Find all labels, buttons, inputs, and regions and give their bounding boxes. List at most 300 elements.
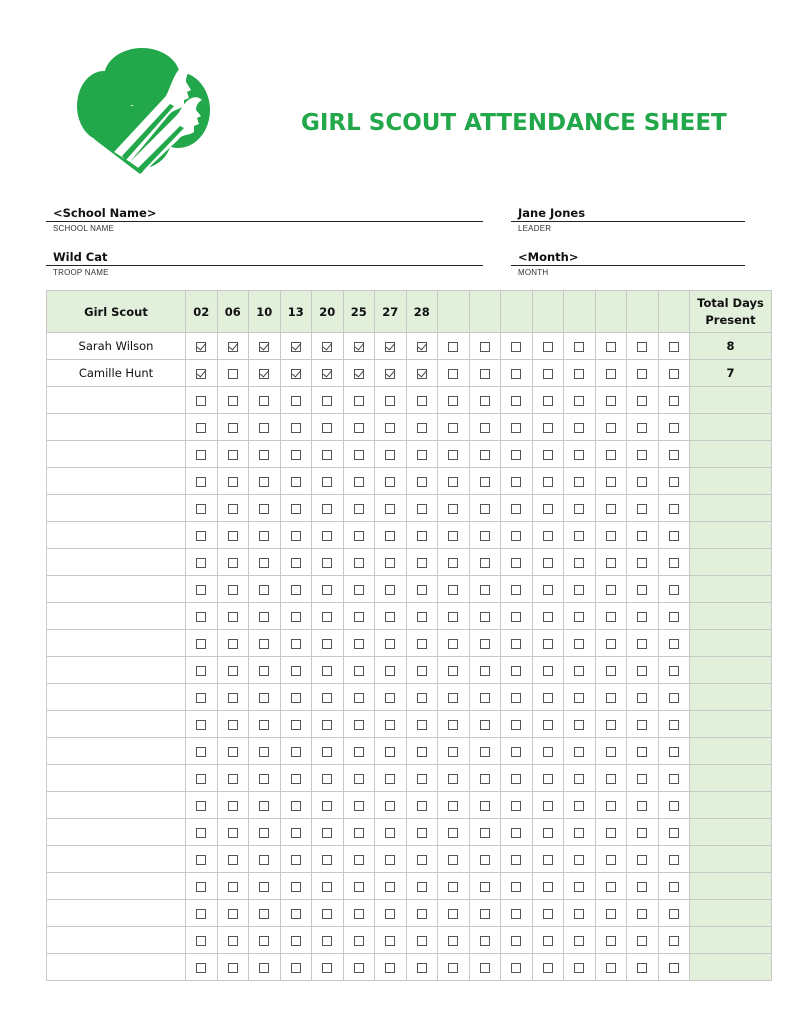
unchecked-checkbox[interactable] [543,693,553,703]
unchecked-checkbox[interactable] [417,477,427,487]
date-header[interactable]: 13 [280,291,312,333]
date-header[interactable]: 10 [249,291,281,333]
scout-name-cell[interactable] [47,819,186,846]
unchecked-checkbox[interactable] [606,909,616,919]
unchecked-checkbox[interactable] [543,369,553,379]
unchecked-checkbox[interactable] [354,504,364,514]
unchecked-checkbox[interactable] [606,504,616,514]
unchecked-checkbox[interactable] [606,936,616,946]
unchecked-checkbox[interactable] [228,504,238,514]
unchecked-checkbox[interactable] [448,504,458,514]
unchecked-checkbox[interactable] [385,828,395,838]
unchecked-checkbox[interactable] [543,774,553,784]
unchecked-checkbox[interactable] [448,963,458,973]
unchecked-checkbox[interactable] [385,396,395,406]
unchecked-checkbox[interactable] [417,747,427,757]
unchecked-checkbox[interactable] [385,531,395,541]
unchecked-checkbox[interactable] [322,963,332,973]
unchecked-checkbox[interactable] [480,342,490,352]
unchecked-checkbox[interactable] [543,909,553,919]
unchecked-checkbox[interactable] [543,801,553,811]
scout-name-cell[interactable] [47,792,186,819]
unchecked-checkbox[interactable] [354,693,364,703]
scout-name-cell[interactable] [47,900,186,927]
unchecked-checkbox[interactable] [637,396,647,406]
unchecked-checkbox[interactable] [354,828,364,838]
unchecked-checkbox[interactable] [417,666,427,676]
unchecked-checkbox[interactable] [543,936,553,946]
unchecked-checkbox[interactable] [291,963,301,973]
unchecked-checkbox[interactable] [637,720,647,730]
unchecked-checkbox[interactable] [259,558,269,568]
unchecked-checkbox[interactable] [511,531,521,541]
date-header[interactable] [595,291,627,333]
unchecked-checkbox[interactable] [448,477,458,487]
unchecked-checkbox[interactable] [543,504,553,514]
scout-name-cell[interactable] [47,846,186,873]
unchecked-checkbox[interactable] [417,639,427,649]
unchecked-checkbox[interactable] [196,801,206,811]
unchecked-checkbox[interactable] [448,396,458,406]
unchecked-checkbox[interactable] [385,612,395,622]
unchecked-checkbox[interactable] [291,693,301,703]
unchecked-checkbox[interactable] [669,639,679,649]
unchecked-checkbox[interactable] [574,639,584,649]
unchecked-checkbox[interactable] [259,504,269,514]
checked-checkbox[interactable] [196,369,206,379]
unchecked-checkbox[interactable] [637,612,647,622]
unchecked-checkbox[interactable] [417,774,427,784]
unchecked-checkbox[interactable] [574,450,584,460]
scout-name-cell[interactable] [47,738,186,765]
unchecked-checkbox[interactable] [606,477,616,487]
unchecked-checkbox[interactable] [606,855,616,865]
unchecked-checkbox[interactable] [574,612,584,622]
unchecked-checkbox[interactable] [511,936,521,946]
unchecked-checkbox[interactable] [228,369,238,379]
unchecked-checkbox[interactable] [228,639,238,649]
unchecked-checkbox[interactable] [543,963,553,973]
unchecked-checkbox[interactable] [448,801,458,811]
unchecked-checkbox[interactable] [322,423,332,433]
unchecked-checkbox[interactable] [448,909,458,919]
unchecked-checkbox[interactable] [574,477,584,487]
unchecked-checkbox[interactable] [480,450,490,460]
unchecked-checkbox[interactable] [543,585,553,595]
scout-name-cell[interactable] [47,576,186,603]
scout-name-cell[interactable] [47,468,186,495]
unchecked-checkbox[interactable] [448,450,458,460]
checked-checkbox[interactable] [417,369,427,379]
scout-name-cell[interactable] [47,522,186,549]
unchecked-checkbox[interactable] [291,855,301,865]
unchecked-checkbox[interactable] [228,585,238,595]
scout-name-cell[interactable] [47,873,186,900]
unchecked-checkbox[interactable] [574,720,584,730]
unchecked-checkbox[interactable] [480,639,490,649]
unchecked-checkbox[interactable] [417,720,427,730]
unchecked-checkbox[interactable] [448,882,458,892]
unchecked-checkbox[interactable] [322,585,332,595]
unchecked-checkbox[interactable] [291,585,301,595]
unchecked-checkbox[interactable] [480,423,490,433]
unchecked-checkbox[interactable] [606,801,616,811]
scout-name-cell[interactable] [47,603,186,630]
unchecked-checkbox[interactable] [543,612,553,622]
unchecked-checkbox[interactable] [291,639,301,649]
unchecked-checkbox[interactable] [574,693,584,703]
unchecked-checkbox[interactable] [354,774,364,784]
unchecked-checkbox[interactable] [511,639,521,649]
unchecked-checkbox[interactable] [291,504,301,514]
unchecked-checkbox[interactable] [354,720,364,730]
unchecked-checkbox[interactable] [543,666,553,676]
unchecked-checkbox[interactable] [480,774,490,784]
unchecked-checkbox[interactable] [322,477,332,487]
unchecked-checkbox[interactable] [637,666,647,676]
unchecked-checkbox[interactable] [669,612,679,622]
unchecked-checkbox[interactable] [606,531,616,541]
unchecked-checkbox[interactable] [574,558,584,568]
unchecked-checkbox[interactable] [448,423,458,433]
unchecked-checkbox[interactable] [385,774,395,784]
checked-checkbox[interactable] [228,342,238,352]
unchecked-checkbox[interactable] [606,747,616,757]
unchecked-checkbox[interactable] [291,882,301,892]
unchecked-checkbox[interactable] [574,396,584,406]
checked-checkbox[interactable] [385,342,395,352]
unchecked-checkbox[interactable] [291,396,301,406]
unchecked-checkbox[interactable] [480,828,490,838]
unchecked-checkbox[interactable] [417,612,427,622]
unchecked-checkbox[interactable] [322,720,332,730]
date-header[interactable] [627,291,659,333]
unchecked-checkbox[interactable] [322,612,332,622]
unchecked-checkbox[interactable] [417,882,427,892]
unchecked-checkbox[interactable] [511,477,521,487]
unchecked-checkbox[interactable] [574,855,584,865]
unchecked-checkbox[interactable] [228,747,238,757]
unchecked-checkbox[interactable] [669,855,679,865]
unchecked-checkbox[interactable] [259,963,269,973]
checked-checkbox[interactable] [385,369,395,379]
unchecked-checkbox[interactable] [448,666,458,676]
unchecked-checkbox[interactable] [354,936,364,946]
unchecked-checkbox[interactable] [259,639,269,649]
unchecked-checkbox[interactable] [606,774,616,784]
unchecked-checkbox[interactable] [511,666,521,676]
unchecked-checkbox[interactable] [417,558,427,568]
unchecked-checkbox[interactable] [385,936,395,946]
unchecked-checkbox[interactable] [669,504,679,514]
unchecked-checkbox[interactable] [417,504,427,514]
unchecked-checkbox[interactable] [606,639,616,649]
unchecked-checkbox[interactable] [606,693,616,703]
unchecked-checkbox[interactable] [196,477,206,487]
unchecked-checkbox[interactable] [322,747,332,757]
unchecked-checkbox[interactable] [228,666,238,676]
unchecked-checkbox[interactable] [354,909,364,919]
unchecked-checkbox[interactable] [606,369,616,379]
date-header[interactable] [532,291,564,333]
school-name-value[interactable]: <School Name> [53,206,157,220]
unchecked-checkbox[interactable] [259,693,269,703]
unchecked-checkbox[interactable] [196,774,206,784]
unchecked-checkbox[interactable] [511,423,521,433]
unchecked-checkbox[interactable] [385,963,395,973]
unchecked-checkbox[interactable] [669,882,679,892]
unchecked-checkbox[interactable] [637,882,647,892]
unchecked-checkbox[interactable] [543,855,553,865]
unchecked-checkbox[interactable] [574,369,584,379]
unchecked-checkbox[interactable] [511,450,521,460]
unchecked-checkbox[interactable] [574,585,584,595]
unchecked-checkbox[interactable] [322,504,332,514]
unchecked-checkbox[interactable] [511,720,521,730]
unchecked-checkbox[interactable] [354,747,364,757]
unchecked-checkbox[interactable] [259,801,269,811]
unchecked-checkbox[interactable] [385,882,395,892]
unchecked-checkbox[interactable] [385,693,395,703]
scout-name-cell[interactable] [47,657,186,684]
unchecked-checkbox[interactable] [291,747,301,757]
unchecked-checkbox[interactable] [291,477,301,487]
unchecked-checkbox[interactable] [417,801,427,811]
unchecked-checkbox[interactable] [637,423,647,433]
unchecked-checkbox[interactable] [196,855,206,865]
unchecked-checkbox[interactable] [322,450,332,460]
date-header[interactable]: 28 [406,291,438,333]
unchecked-checkbox[interactable] [417,855,427,865]
scout-name-cell[interactable] [47,927,186,954]
unchecked-checkbox[interactable] [637,774,647,784]
unchecked-checkbox[interactable] [228,774,238,784]
unchecked-checkbox[interactable] [543,477,553,487]
date-header[interactable]: 06 [217,291,249,333]
unchecked-checkbox[interactable] [354,882,364,892]
unchecked-checkbox[interactable] [669,801,679,811]
unchecked-checkbox[interactable] [291,612,301,622]
unchecked-checkbox[interactable] [196,747,206,757]
unchecked-checkbox[interactable] [196,423,206,433]
unchecked-checkbox[interactable] [637,450,647,460]
unchecked-checkbox[interactable] [291,774,301,784]
unchecked-checkbox[interactable] [574,828,584,838]
unchecked-checkbox[interactable] [448,531,458,541]
scout-name-cell[interactable]: Sarah Wilson [47,333,186,360]
unchecked-checkbox[interactable] [448,342,458,352]
unchecked-checkbox[interactable] [574,963,584,973]
unchecked-checkbox[interactable] [543,342,553,352]
unchecked-checkbox[interactable] [543,882,553,892]
unchecked-checkbox[interactable] [480,531,490,541]
unchecked-checkbox[interactable] [322,558,332,568]
unchecked-checkbox[interactable] [511,558,521,568]
unchecked-checkbox[interactable] [637,531,647,541]
unchecked-checkbox[interactable] [291,450,301,460]
unchecked-checkbox[interactable] [511,369,521,379]
unchecked-checkbox[interactable] [669,909,679,919]
unchecked-checkbox[interactable] [322,774,332,784]
unchecked-checkbox[interactable] [669,585,679,595]
scout-name-cell[interactable] [47,414,186,441]
unchecked-checkbox[interactable] [606,423,616,433]
date-header[interactable] [658,291,690,333]
unchecked-checkbox[interactable] [322,396,332,406]
unchecked-checkbox[interactable] [448,585,458,595]
unchecked-checkbox[interactable] [228,612,238,622]
unchecked-checkbox[interactable] [354,801,364,811]
unchecked-checkbox[interactable] [228,450,238,460]
unchecked-checkbox[interactable] [354,558,364,568]
date-header[interactable]: 02 [186,291,218,333]
unchecked-checkbox[interactable] [291,720,301,730]
unchecked-checkbox[interactable] [480,585,490,595]
unchecked-checkbox[interactable] [606,585,616,595]
unchecked-checkbox[interactable] [259,720,269,730]
unchecked-checkbox[interactable] [417,423,427,433]
unchecked-checkbox[interactable] [354,423,364,433]
unchecked-checkbox[interactable] [543,828,553,838]
unchecked-checkbox[interactable] [480,666,490,676]
unchecked-checkbox[interactable] [354,450,364,460]
unchecked-checkbox[interactable] [196,585,206,595]
unchecked-checkbox[interactable] [196,450,206,460]
scout-name-cell[interactable] [47,549,186,576]
unchecked-checkbox[interactable] [196,882,206,892]
unchecked-checkbox[interactable] [637,747,647,757]
unchecked-checkbox[interactable] [259,747,269,757]
unchecked-checkbox[interactable] [228,936,238,946]
unchecked-checkbox[interactable] [637,909,647,919]
unchecked-checkbox[interactable] [259,396,269,406]
unchecked-checkbox[interactable] [322,882,332,892]
checked-checkbox[interactable] [354,369,364,379]
unchecked-checkbox[interactable] [480,396,490,406]
unchecked-checkbox[interactable] [637,504,647,514]
unchecked-checkbox[interactable] [196,612,206,622]
unchecked-checkbox[interactable] [228,396,238,406]
unchecked-checkbox[interactable] [259,909,269,919]
unchecked-checkbox[interactable] [637,936,647,946]
unchecked-checkbox[interactable] [259,936,269,946]
unchecked-checkbox[interactable] [385,720,395,730]
unchecked-checkbox[interactable] [480,558,490,568]
unchecked-checkbox[interactable] [228,801,238,811]
unchecked-checkbox[interactable] [637,828,647,838]
unchecked-checkbox[interactable] [448,747,458,757]
unchecked-checkbox[interactable] [322,639,332,649]
unchecked-checkbox[interactable] [291,909,301,919]
unchecked-checkbox[interactable] [669,774,679,784]
unchecked-checkbox[interactable] [385,450,395,460]
unchecked-checkbox[interactable] [669,963,679,973]
unchecked-checkbox[interactable] [543,720,553,730]
unchecked-checkbox[interactable] [448,936,458,946]
checked-checkbox[interactable] [291,369,301,379]
unchecked-checkbox[interactable] [354,585,364,595]
unchecked-checkbox[interactable] [669,477,679,487]
unchecked-checkbox[interactable] [291,801,301,811]
unchecked-checkbox[interactable] [511,396,521,406]
unchecked-checkbox[interactable] [511,747,521,757]
checked-checkbox[interactable] [259,369,269,379]
unchecked-checkbox[interactable] [291,828,301,838]
unchecked-checkbox[interactable] [606,963,616,973]
unchecked-checkbox[interactable] [354,612,364,622]
unchecked-checkbox[interactable] [291,666,301,676]
unchecked-checkbox[interactable] [354,531,364,541]
unchecked-checkbox[interactable] [574,423,584,433]
date-header[interactable] [469,291,501,333]
unchecked-checkbox[interactable] [448,720,458,730]
unchecked-checkbox[interactable] [354,666,364,676]
unchecked-checkbox[interactable] [196,963,206,973]
unchecked-checkbox[interactable] [511,801,521,811]
unchecked-checkbox[interactable] [637,342,647,352]
unchecked-checkbox[interactable] [511,828,521,838]
unchecked-checkbox[interactable] [259,531,269,541]
unchecked-checkbox[interactable] [228,423,238,433]
unchecked-checkbox[interactable] [322,666,332,676]
unchecked-checkbox[interactable] [448,369,458,379]
unchecked-checkbox[interactable] [669,720,679,730]
unchecked-checkbox[interactable] [606,720,616,730]
date-header[interactable]: 20 [312,291,344,333]
date-header[interactable] [564,291,596,333]
unchecked-checkbox[interactable] [385,423,395,433]
unchecked-checkbox[interactable] [574,666,584,676]
unchecked-checkbox[interactable] [354,855,364,865]
unchecked-checkbox[interactable] [637,855,647,865]
unchecked-checkbox[interactable] [385,747,395,757]
unchecked-checkbox[interactable] [637,585,647,595]
checked-checkbox[interactable] [322,342,332,352]
unchecked-checkbox[interactable] [574,936,584,946]
unchecked-checkbox[interactable] [322,801,332,811]
unchecked-checkbox[interactable] [669,828,679,838]
unchecked-checkbox[interactable] [385,666,395,676]
unchecked-checkbox[interactable] [259,477,269,487]
unchecked-checkbox[interactable] [669,558,679,568]
unchecked-checkbox[interactable] [511,693,521,703]
unchecked-checkbox[interactable] [417,450,427,460]
unchecked-checkbox[interactable] [385,558,395,568]
date-header[interactable]: 27 [375,291,407,333]
unchecked-checkbox[interactable] [606,828,616,838]
unchecked-checkbox[interactable] [669,342,679,352]
unchecked-checkbox[interactable] [543,396,553,406]
unchecked-checkbox[interactable] [574,882,584,892]
unchecked-checkbox[interactable] [511,342,521,352]
unchecked-checkbox[interactable] [228,882,238,892]
unchecked-checkbox[interactable] [259,828,269,838]
unchecked-checkbox[interactable] [322,693,332,703]
unchecked-checkbox[interactable] [606,396,616,406]
checked-checkbox[interactable] [417,342,427,352]
unchecked-checkbox[interactable] [448,558,458,568]
unchecked-checkbox[interactable] [637,558,647,568]
unchecked-checkbox[interactable] [196,396,206,406]
unchecked-checkbox[interactable] [385,909,395,919]
unchecked-checkbox[interactable] [259,612,269,622]
unchecked-checkbox[interactable] [385,855,395,865]
unchecked-checkbox[interactable] [417,531,427,541]
unchecked-checkbox[interactable] [574,747,584,757]
scout-name-cell[interactable] [47,441,186,468]
scout-name-cell[interactable] [47,630,186,657]
unchecked-checkbox[interactable] [417,585,427,595]
